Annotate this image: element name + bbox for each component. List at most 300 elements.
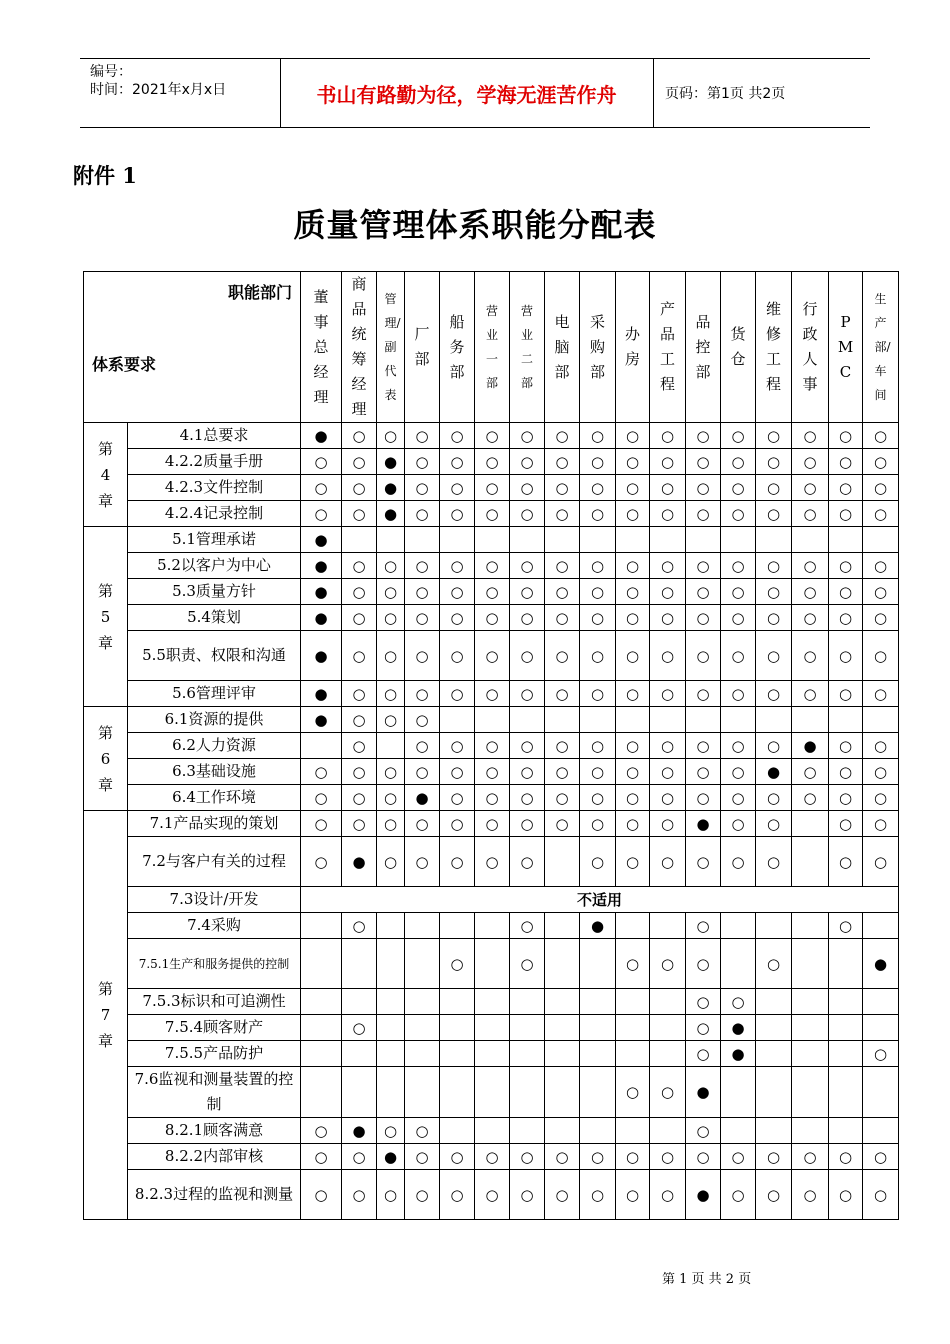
requirement-cell: 7.5.5产品防护 xyxy=(128,1041,301,1067)
department-label: 营业二部 xyxy=(521,304,534,390)
responsible-mark: ● xyxy=(756,759,792,785)
empty-cell xyxy=(756,527,792,553)
related-mark: ○ xyxy=(475,1170,510,1220)
empty-cell xyxy=(792,527,829,553)
empty-cell xyxy=(863,1067,899,1118)
related-mark: ○ xyxy=(545,501,580,527)
related-mark: ○ xyxy=(510,1170,545,1220)
related-mark: ○ xyxy=(650,423,686,449)
related-mark: ○ xyxy=(342,811,377,837)
related-mark: ○ xyxy=(863,631,899,681)
related-mark: ○ xyxy=(580,579,616,605)
empty-cell xyxy=(721,527,756,553)
related-mark: ○ xyxy=(510,733,545,759)
empty-cell xyxy=(792,1118,829,1144)
related-mark: ○ xyxy=(792,449,829,475)
empty-cell xyxy=(475,707,510,733)
requirement-cell: 7.1产品实现的策划 xyxy=(128,811,301,837)
empty-cell xyxy=(580,1041,616,1067)
related-mark: ○ xyxy=(405,631,440,681)
related-mark: ○ xyxy=(475,681,510,707)
responsible-mark: ● xyxy=(721,1041,756,1067)
empty-cell xyxy=(475,939,510,989)
empty-cell xyxy=(756,1067,792,1118)
empty-cell xyxy=(440,527,475,553)
empty-cell xyxy=(792,707,829,733)
related-mark: ○ xyxy=(580,475,616,501)
related-mark: ○ xyxy=(580,759,616,785)
related-mark: ○ xyxy=(580,501,616,527)
related-mark: ○ xyxy=(721,449,756,475)
department-label: 维修工程 xyxy=(765,300,781,393)
chapter-char: 6 xyxy=(100,749,111,768)
responsible-mark: ● xyxy=(405,785,440,811)
table-row xyxy=(84,1170,899,1220)
empty-cell xyxy=(829,1041,863,1067)
related-mark: ○ xyxy=(440,1170,475,1220)
related-mark: ○ xyxy=(545,423,580,449)
related-mark: ○ xyxy=(863,811,899,837)
responsible-mark: ● xyxy=(721,1015,756,1041)
related-mark: ○ xyxy=(650,475,686,501)
header-page-label: 页码：第1页 共2页 xyxy=(665,86,786,102)
table-row xyxy=(84,1144,899,1170)
chapter-char: 第 xyxy=(97,980,113,998)
responsible-mark: ● xyxy=(301,681,342,707)
empty-cell xyxy=(301,1015,342,1041)
empty-cell xyxy=(510,989,545,1015)
table-row xyxy=(84,1041,899,1067)
empty-cell xyxy=(545,837,580,887)
related-mark: ○ xyxy=(580,553,616,579)
empty-cell xyxy=(721,1067,756,1118)
related-mark: ○ xyxy=(405,1144,440,1170)
department-header xyxy=(721,272,756,423)
empty-cell xyxy=(792,1067,829,1118)
related-mark: ○ xyxy=(686,733,721,759)
empty-cell xyxy=(650,1118,686,1144)
related-mark: ○ xyxy=(440,501,475,527)
empty-cell xyxy=(377,939,405,989)
related-mark: ○ xyxy=(377,631,405,681)
empty-cell xyxy=(377,1041,405,1067)
related-mark: ○ xyxy=(377,785,405,811)
related-mark: ○ xyxy=(863,759,899,785)
related-mark: ○ xyxy=(510,939,545,989)
related-mark: ○ xyxy=(721,553,756,579)
related-mark: ○ xyxy=(829,631,863,681)
related-mark: ○ xyxy=(863,605,899,631)
related-mark: ○ xyxy=(475,733,510,759)
header-divider xyxy=(653,59,654,127)
responsible-mark: ● xyxy=(377,475,405,501)
empty-cell xyxy=(475,989,510,1015)
empty-cell xyxy=(475,527,510,553)
empty-cell xyxy=(650,989,686,1015)
empty-cell xyxy=(829,989,863,1015)
related-mark: ○ xyxy=(301,759,342,785)
related-mark: ○ xyxy=(405,553,440,579)
department-label: 行政人事 xyxy=(802,300,818,393)
related-mark: ○ xyxy=(301,1170,342,1220)
related-mark: ○ xyxy=(440,449,475,475)
related-mark: ○ xyxy=(686,913,721,939)
table-row xyxy=(84,733,899,759)
chapter-char: 章 xyxy=(97,491,113,510)
related-mark: ○ xyxy=(756,501,792,527)
related-mark: ○ xyxy=(792,605,829,631)
related-mark: ○ xyxy=(405,681,440,707)
related-mark: ○ xyxy=(377,681,405,707)
empty-cell xyxy=(863,707,899,733)
requirement-cell: 6.4工作环境 xyxy=(128,785,301,811)
empty-cell xyxy=(377,913,405,939)
requirement-cell: 5.3质量方针 xyxy=(128,579,301,605)
related-mark: ○ xyxy=(545,811,580,837)
department-label: 董事总经理 xyxy=(313,287,329,406)
department-label: 办房 xyxy=(624,325,640,368)
requirement-cell: 7.3设计/开发 xyxy=(128,887,301,913)
empty-cell xyxy=(377,1067,405,1118)
related-mark: ○ xyxy=(792,681,829,707)
empty-cell xyxy=(580,939,616,989)
related-mark: ○ xyxy=(863,785,899,811)
related-mark: ○ xyxy=(580,811,616,837)
related-mark: ○ xyxy=(440,785,475,811)
related-mark: ○ xyxy=(475,631,510,681)
empty-cell xyxy=(829,1118,863,1144)
responsible-mark: ● xyxy=(580,913,616,939)
empty-cell xyxy=(756,989,792,1015)
responsible-mark: ● xyxy=(377,449,405,475)
page-title: 质量管理体系职能分配表 xyxy=(293,206,657,244)
related-mark: ○ xyxy=(650,1067,686,1118)
table-row xyxy=(84,475,899,501)
related-mark: ○ xyxy=(616,837,650,887)
related-mark: ○ xyxy=(721,605,756,631)
related-mark: ○ xyxy=(475,1144,510,1170)
related-mark: ○ xyxy=(342,449,377,475)
corner-req-label: 体系要求 xyxy=(92,355,157,374)
related-mark: ○ xyxy=(650,733,686,759)
table-corner-cell xyxy=(84,272,301,423)
table-row xyxy=(84,785,899,811)
empty-cell xyxy=(650,1015,686,1041)
related-mark: ○ xyxy=(686,579,721,605)
requirement-cell: 4.2.4记录控制 xyxy=(128,501,301,527)
empty-cell xyxy=(405,1067,440,1118)
empty-cell xyxy=(756,1041,792,1067)
empty-cell xyxy=(440,707,475,733)
related-mark: ○ xyxy=(440,939,475,989)
related-mark: ○ xyxy=(301,811,342,837)
related-mark: ○ xyxy=(650,759,686,785)
empty-cell xyxy=(301,989,342,1015)
related-mark: ○ xyxy=(721,989,756,1015)
department-label: 商品统筹经理 xyxy=(351,275,367,418)
related-mark: ○ xyxy=(545,579,580,605)
related-mark: ○ xyxy=(377,1118,405,1144)
related-mark: ○ xyxy=(792,759,829,785)
department-header xyxy=(342,272,377,423)
table-header-row xyxy=(84,272,899,423)
table-row xyxy=(84,989,899,1015)
empty-cell xyxy=(792,837,829,887)
related-mark: ○ xyxy=(475,605,510,631)
empty-cell xyxy=(721,1118,756,1144)
empty-cell xyxy=(475,913,510,939)
related-mark: ○ xyxy=(405,423,440,449)
empty-cell xyxy=(342,1041,377,1067)
empty-cell xyxy=(440,1118,475,1144)
table-row xyxy=(84,707,899,733)
related-mark: ○ xyxy=(686,1015,721,1041)
empty-cell xyxy=(863,527,899,553)
related-mark: ○ xyxy=(580,449,616,475)
related-mark: ○ xyxy=(580,681,616,707)
empty-cell xyxy=(405,527,440,553)
empty-cell xyxy=(475,1015,510,1041)
related-mark: ○ xyxy=(721,733,756,759)
related-mark: ○ xyxy=(405,707,440,733)
number-label: 编号： xyxy=(90,64,132,80)
related-mark: ○ xyxy=(686,837,721,887)
empty-cell xyxy=(377,733,405,759)
related-mark: ○ xyxy=(829,553,863,579)
related-mark: ○ xyxy=(650,837,686,887)
table-row xyxy=(84,837,899,887)
responsible-mark: ● xyxy=(301,605,342,631)
related-mark: ○ xyxy=(650,1170,686,1220)
empty-cell xyxy=(510,1015,545,1041)
department-header xyxy=(580,272,616,423)
related-mark: ○ xyxy=(545,733,580,759)
related-mark: ○ xyxy=(863,837,899,887)
related-mark: ○ xyxy=(650,553,686,579)
responsible-mark: ● xyxy=(301,553,342,579)
related-mark: ○ xyxy=(721,811,756,837)
related-mark: ○ xyxy=(616,553,650,579)
requirement-cell: 6.1资源的提供 xyxy=(128,707,301,733)
related-mark: ○ xyxy=(510,553,545,579)
page-footer: 第 1 页 共 2 页 xyxy=(662,1272,752,1287)
related-mark: ○ xyxy=(377,1170,405,1220)
empty-cell xyxy=(510,527,545,553)
requirement-cell: 4.1总要求 xyxy=(128,423,301,449)
empty-cell xyxy=(545,989,580,1015)
related-mark: ○ xyxy=(405,1170,440,1220)
responsible-mark: ● xyxy=(377,501,405,527)
related-mark: ○ xyxy=(377,837,405,887)
related-mark: ○ xyxy=(721,759,756,785)
responsible-mark: ● xyxy=(342,1118,377,1144)
empty-cell xyxy=(580,707,616,733)
empty-cell xyxy=(829,1067,863,1118)
empty-cell xyxy=(829,1015,863,1041)
department-label: 管理/副代表 xyxy=(384,292,401,402)
chapter-cell xyxy=(84,423,128,527)
related-mark: ○ xyxy=(405,605,440,631)
related-mark: ○ xyxy=(616,1144,650,1170)
related-mark: ○ xyxy=(756,631,792,681)
empty-cell xyxy=(545,707,580,733)
related-mark: ○ xyxy=(475,423,510,449)
responsible-mark: ● xyxy=(686,1067,721,1118)
related-mark: ○ xyxy=(342,475,377,501)
related-mark: ○ xyxy=(545,631,580,681)
related-mark: ○ xyxy=(792,423,829,449)
requirement-cell: 4.2.3文件控制 xyxy=(128,475,301,501)
chapter-cell xyxy=(84,707,128,811)
related-mark: ○ xyxy=(440,605,475,631)
chapter-cell xyxy=(84,811,128,1220)
requirement-cell: 8.2.2内部审核 xyxy=(128,1144,301,1170)
related-mark: ○ xyxy=(829,837,863,887)
related-mark: ○ xyxy=(301,785,342,811)
related-mark: ○ xyxy=(756,423,792,449)
header-meta xyxy=(90,63,226,99)
table-row xyxy=(84,681,899,707)
related-mark: ○ xyxy=(510,449,545,475)
related-mark: ○ xyxy=(792,579,829,605)
empty-cell xyxy=(792,939,829,989)
related-mark: ○ xyxy=(440,681,475,707)
related-mark: ○ xyxy=(721,501,756,527)
related-mark: ○ xyxy=(829,475,863,501)
empty-cell xyxy=(756,1015,792,1041)
responsible-mark: ● xyxy=(686,811,721,837)
related-mark: ○ xyxy=(686,785,721,811)
requirement-cell: 8.2.1顾客满意 xyxy=(128,1118,301,1144)
empty-cell xyxy=(510,1118,545,1144)
related-mark: ○ xyxy=(377,605,405,631)
table-row xyxy=(84,553,899,579)
department-label: 厂部 xyxy=(414,325,430,368)
related-mark: ○ xyxy=(342,1144,377,1170)
related-mark: ○ xyxy=(342,733,377,759)
related-mark: ○ xyxy=(475,837,510,887)
related-mark: ○ xyxy=(580,605,616,631)
related-mark: ○ xyxy=(301,837,342,887)
related-mark: ○ xyxy=(756,1170,792,1220)
page-header xyxy=(80,58,870,128)
empty-cell xyxy=(301,913,342,939)
related-mark: ○ xyxy=(863,501,899,527)
chapter-char: 章 xyxy=(97,633,113,652)
empty-cell xyxy=(616,527,650,553)
related-mark: ○ xyxy=(342,631,377,681)
related-mark: ○ xyxy=(829,1170,863,1220)
department-label: PMC xyxy=(837,312,854,381)
empty-cell xyxy=(475,1118,510,1144)
chapter-char: 4 xyxy=(100,465,111,484)
related-mark: ○ xyxy=(721,837,756,887)
related-mark: ○ xyxy=(650,501,686,527)
related-mark: ○ xyxy=(301,1144,342,1170)
department-header xyxy=(756,272,792,423)
related-mark: ○ xyxy=(545,1170,580,1220)
related-mark: ○ xyxy=(405,759,440,785)
related-mark: ○ xyxy=(863,553,899,579)
empty-cell xyxy=(440,1067,475,1118)
related-mark: ○ xyxy=(792,553,829,579)
related-mark: ○ xyxy=(616,939,650,989)
table-row xyxy=(84,939,899,989)
related-mark: ○ xyxy=(377,759,405,785)
empty-cell xyxy=(721,939,756,989)
related-mark: ○ xyxy=(616,423,650,449)
related-mark: ○ xyxy=(475,811,510,837)
not-applicable-label: 不适用 xyxy=(576,891,622,909)
related-mark: ○ xyxy=(756,811,792,837)
related-mark: ○ xyxy=(721,423,756,449)
related-mark: ○ xyxy=(686,1118,721,1144)
department-header xyxy=(616,272,650,423)
department-label: 营业一部 xyxy=(486,304,499,390)
empty-cell xyxy=(616,1118,650,1144)
empty-cell xyxy=(580,989,616,1015)
related-mark: ○ xyxy=(756,579,792,605)
related-mark: ○ xyxy=(377,579,405,605)
related-mark: ○ xyxy=(510,423,545,449)
department-label: 产品工程 xyxy=(659,300,675,393)
empty-cell xyxy=(405,913,440,939)
related-mark: ○ xyxy=(686,605,721,631)
related-mark: ○ xyxy=(792,785,829,811)
department-label: 船务部 xyxy=(449,312,465,381)
related-mark: ○ xyxy=(792,501,829,527)
chapter-char: 章 xyxy=(97,775,113,794)
department-header xyxy=(686,272,721,423)
empty-cell xyxy=(792,1015,829,1041)
related-mark: ○ xyxy=(440,579,475,605)
responsible-mark: ● xyxy=(863,939,899,989)
empty-cell xyxy=(342,527,377,553)
empty-cell xyxy=(792,913,829,939)
related-mark: ○ xyxy=(440,837,475,887)
table-row xyxy=(84,811,899,837)
related-mark: ○ xyxy=(580,785,616,811)
empty-cell xyxy=(863,989,899,1015)
empty-cell xyxy=(792,1041,829,1067)
department-header xyxy=(301,272,342,423)
related-mark: ○ xyxy=(721,785,756,811)
empty-cell xyxy=(301,939,342,989)
empty-cell xyxy=(377,989,405,1015)
related-mark: ○ xyxy=(756,449,792,475)
empty-cell xyxy=(616,707,650,733)
related-mark: ○ xyxy=(377,707,405,733)
empty-cell xyxy=(792,989,829,1015)
empty-cell xyxy=(650,913,686,939)
requirement-cell: 7.5.3标识和可追溯性 xyxy=(128,989,301,1015)
requirement-cell: 5.1管理承诺 xyxy=(128,527,301,553)
related-mark: ○ xyxy=(650,631,686,681)
related-mark: ○ xyxy=(616,811,650,837)
related-mark: ○ xyxy=(756,681,792,707)
related-mark: ○ xyxy=(475,449,510,475)
related-mark: ○ xyxy=(829,605,863,631)
related-mark: ○ xyxy=(616,785,650,811)
responsible-mark: ● xyxy=(301,707,342,733)
related-mark: ○ xyxy=(721,1170,756,1220)
empty-cell xyxy=(863,1118,899,1144)
time-label: 时间：2021年x月x日 xyxy=(90,82,227,98)
department-header xyxy=(377,272,405,423)
empty-cell xyxy=(545,1015,580,1041)
empty-cell xyxy=(475,1067,510,1118)
related-mark: ○ xyxy=(580,837,616,887)
